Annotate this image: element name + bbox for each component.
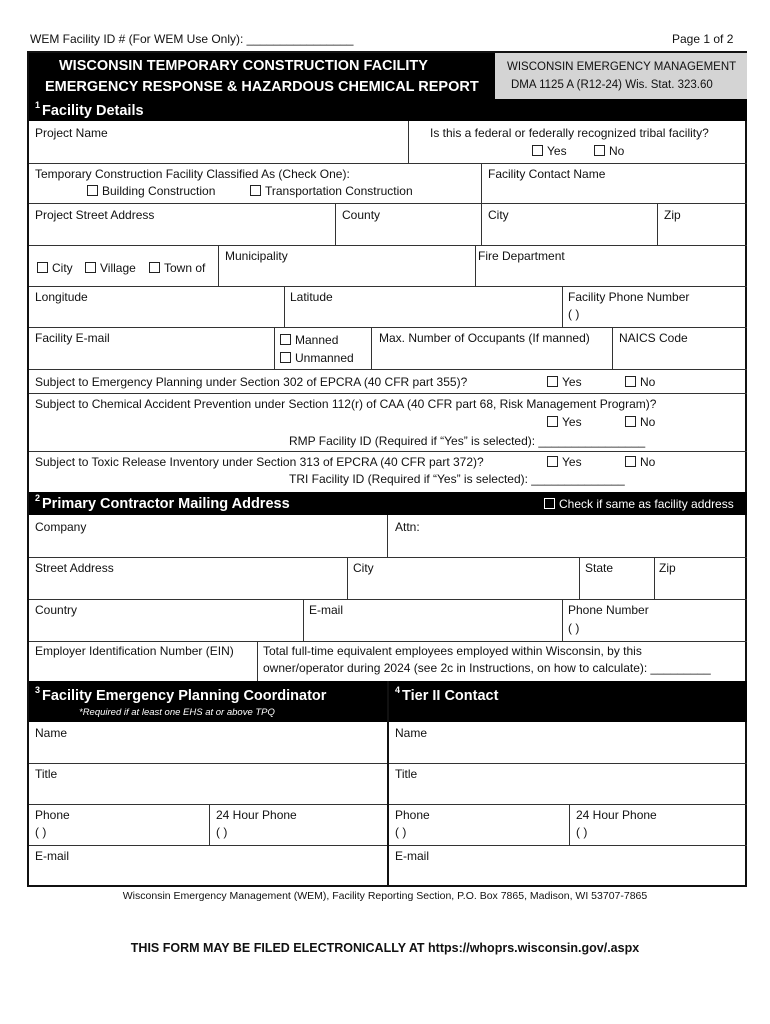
transportation-construction-checkbox[interactable] — [250, 185, 261, 196]
tri-facility-id-field[interactable]: TRI Facility ID (Required if “Yes” is selected): ______________ — [289, 472, 625, 486]
unmanned-checkbox[interactable] — [280, 352, 291, 363]
muni-village-option[interactable] — [85, 261, 136, 275]
latitude-input[interactable] — [290, 306, 560, 324]
zip-input[interactable] — [664, 224, 744, 242]
contractor-zip-input[interactable] — [659, 577, 743, 595]
tier2-title-label: Title — [395, 767, 418, 781]
municipality-label: Municipality — [225, 249, 288, 263]
section-4-title: Tier II Contact — [402, 688, 499, 704]
epcra-302-yes-checkbox[interactable] — [547, 376, 558, 387]
section-3-note: *Required if at least one EHS at or above TPQ — [79, 707, 275, 718]
section-3-number: 3 — [35, 685, 41, 695]
county-label: County — [342, 208, 381, 222]
max-occupants-input[interactable] — [379, 347, 609, 365]
facility-contact-name-label: Facility Contact Name — [488, 167, 606, 181]
footer-address: Wisconsin Emergency Management (WEM), Facility Reporting Section, P.O. Box 7865, Madison, WI 53707-7865 — [122, 890, 648, 902]
max-occupants-label: Max. Number of Occupants (If manned) — [379, 331, 590, 345]
unmanned-label: Unmanned — [295, 351, 354, 365]
agency-box — [495, 53, 747, 99]
city-input[interactable] — [488, 224, 654, 242]
latitude-label: Latitude — [290, 290, 333, 304]
coordinator-name-input[interactable] — [35, 742, 383, 760]
country-input[interactable] — [35, 619, 300, 637]
municipality-input[interactable] — [225, 265, 473, 283]
contractor-city-input[interactable] — [353, 577, 575, 595]
tier2-24h-phone-area-code[interactable]: ( ) — [576, 825, 588, 839]
tribal-no-option[interactable] — [594, 144, 624, 158]
muni-city-checkbox[interactable] — [37, 262, 48, 273]
classified-as-label: Temporary Construction Facility Classified As (Check One): — [35, 167, 350, 181]
epcra-313-no-checkbox[interactable] — [625, 456, 636, 467]
section-2-number: 2 — [35, 493, 41, 503]
contractor-phone-area-code[interactable]: ( ) — [568, 621, 580, 635]
caa-112r-yes-option[interactable] — [547, 415, 582, 429]
city-label: City — [488, 208, 509, 222]
muni-village-label: Village — [100, 261, 136, 275]
tier2-24h-phone-label: 24 Hour Phone — [576, 808, 657, 822]
tier2-name-label: Name — [395, 726, 428, 740]
section-2-title: Primary Contractor Mailing Address — [42, 496, 290, 512]
same-as-facility-label: Check if same as facility address — [559, 497, 734, 511]
fte-text-line2[interactable]: owner/operator during 2024 (see 2c in Instructions, on how to calculate): _________ — [263, 661, 711, 675]
muni-village-checkbox[interactable] — [85, 262, 96, 273]
tier2-phone-label: Phone — [395, 808, 430, 822]
attn-label: Attn: — [395, 520, 420, 534]
ein-input[interactable] — [35, 660, 253, 678]
epcra-302-no-option[interactable] — [625, 375, 655, 389]
coordinator-24h-phone-label: 24 Hour Phone — [216, 808, 297, 822]
tribal-question: Is this a federal or federally recognized tribal facility? — [430, 126, 709, 140]
epcra-302-yes-label: Yes — [562, 375, 582, 389]
form-number: DMA 1125 A (R12-24) Wis. Stat. 323.60 — [511, 79, 713, 91]
unmanned-option[interactable] — [280, 351, 354, 365]
naics-code-label: NAICS Code — [619, 331, 688, 345]
epcra-313-question: Subject to Toxic Release Inventory under Section 313 of EPCRA (40 CFR part 372)? — [35, 455, 484, 469]
section-1-number: 1 — [35, 100, 41, 110]
contractor-email-input[interactable] — [309, 619, 559, 637]
epcra-313-no-label: No — [640, 455, 656, 469]
same-as-facility-checkbox[interactable] — [544, 498, 555, 509]
form-title-line1: WISCONSIN TEMPORARY CONSTRUCTION FACILITY — [59, 58, 428, 74]
country-label: Country — [35, 603, 78, 617]
tribal-no-checkbox[interactable] — [594, 145, 605, 156]
tribal-yes-checkbox[interactable] — [532, 145, 543, 156]
fte-text-line1: Total full-time equivalent employees employed within Wisconsin, by this — [263, 644, 642, 658]
transportation-construction-option[interactable] — [250, 184, 413, 198]
facility-email-input[interactable] — [35, 347, 271, 365]
form-title-bar — [29, 53, 495, 99]
tribal-yes-option[interactable] — [532, 144, 567, 158]
longitude-label: Longitude — [35, 290, 88, 304]
contractor-zip-label: Zip — [659, 561, 676, 575]
building-construction-checkbox[interactable] — [87, 185, 98, 196]
form-title-line2: EMERGENCY RESPONSE & HAZARDOUS CHEMICAL REPORT — [45, 79, 479, 95]
epcra-302-no-checkbox[interactable] — [625, 376, 636, 387]
facility-contact-name-input[interactable] — [488, 183, 743, 201]
caa-112r-no-label: No — [640, 415, 656, 429]
section-1-header — [29, 99, 747, 121]
rmp-facility-id-field[interactable]: RMP Facility ID (Required if “Yes” is selected): ________________ — [289, 434, 646, 448]
section-3-header — [29, 681, 387, 722]
tier2-email-input[interactable] — [395, 865, 743, 883]
manned-checkbox[interactable] — [280, 334, 291, 345]
county-input[interactable] — [342, 224, 478, 242]
section-4-number: 4 — [395, 685, 401, 695]
section-2-header — [29, 492, 747, 515]
agency-name: WISCONSIN EMERGENCY MANAGEMENT — [507, 61, 737, 73]
building-construction-option[interactable] — [87, 184, 215, 198]
coordinator-email-input[interactable] — [35, 865, 383, 883]
coordinator-name-label: Name — [35, 726, 68, 740]
muni-town-option[interactable] — [149, 261, 205, 275]
contractor-city-label: City — [353, 561, 374, 575]
muni-town-label: Town of — [164, 261, 206, 275]
company-label: Company — [35, 520, 87, 534]
transportation-construction-label: Transportation Construction — [265, 184, 413, 198]
tier2-email-label: E-mail — [395, 849, 430, 863]
contractor-phone-label: Phone Number — [568, 603, 649, 617]
facility-phone-area-code[interactable]: ( ) — [568, 307, 580, 321]
contractor-street-label: Street Address — [35, 561, 114, 575]
contractor-state-input[interactable] — [585, 577, 651, 595]
efile-notice: THIS FORM MAY BE FILED ELECTRONICALLY AT https://whoprs.wisconsin.gov/.aspx — [130, 941, 640, 955]
epcra-302-yes-option[interactable] — [547, 375, 582, 389]
epcra-313-yes-option[interactable] — [547, 455, 582, 469]
ein-label: Employer Identification Number (EIN) — [35, 644, 234, 658]
coordinator-24h-phone-area-code[interactable]: ( ) — [216, 825, 228, 839]
project-street-input[interactable] — [35, 224, 333, 242]
contractor-state-label: State — [585, 561, 614, 575]
project-name-label: Project Name — [35, 126, 108, 140]
longitude-input[interactable] — [35, 306, 280, 324]
fire-department-input[interactable] — [478, 265, 743, 283]
naics-code-input[interactable] — [619, 347, 743, 365]
caa-112r-yes-checkbox[interactable] — [547, 416, 558, 427]
epcra-313-yes-checkbox[interactable] — [547, 456, 558, 467]
manned-label: Manned — [295, 333, 339, 347]
page-number: Page 1 of 2 — [672, 32, 734, 46]
attn-input[interactable] — [395, 536, 743, 554]
caa-112r-question: Subject to Chemical Accident Prevention under Section 112(r) of CAA (40 CFR part 68, Risk Management Program)? — [35, 397, 657, 411]
epcra-313-yes-label: Yes — [562, 455, 582, 469]
muni-city-label: City — [52, 261, 73, 275]
caa-112r-no-checkbox[interactable] — [625, 416, 636, 427]
zip-label: Zip — [664, 208, 681, 222]
tribal-yes-label: Yes — [547, 144, 567, 158]
tier2-title-input[interactable] — [395, 783, 743, 801]
muni-city-option[interactable] — [37, 261, 73, 275]
tier2-phone-area-code[interactable]: ( ) — [395, 825, 407, 839]
epcra-302-no-label: No — [640, 375, 656, 389]
building-construction-label: Building Construction — [102, 184, 216, 198]
epcra-313-no-option[interactable] — [625, 455, 655, 469]
tier2-name-input[interactable] — [395, 742, 743, 760]
coordinator-title-input[interactable] — [35, 783, 383, 801]
caa-112r-no-option[interactable] — [625, 415, 655, 429]
fire-department-label: Fire Department — [478, 249, 565, 263]
coordinator-email-label: E-mail — [35, 849, 70, 863]
project-street-label: Project Street Address — [35, 208, 155, 222]
project-name-input[interactable] — [35, 142, 405, 160]
report-form — [27, 51, 747, 887]
section-4-header — [389, 681, 747, 722]
section-3-title: Facility Emergency Planning Coordinator — [42, 688, 327, 704]
coordinator-title-label: Title — [35, 767, 58, 781]
contractor-street-input[interactable] — [35, 577, 343, 595]
tribal-no-label: No — [609, 144, 625, 158]
facility-phone-label: Facility Phone Number — [568, 290, 690, 304]
muni-town-checkbox[interactable] — [149, 262, 160, 273]
same-as-facility-option[interactable] — [544, 497, 734, 511]
caa-112r-yes-label: Yes — [562, 415, 582, 429]
coordinator-phone-label: Phone — [35, 808, 70, 822]
section-1-title: Facility Details — [42, 103, 144, 119]
facility-email-label: Facility E-mail — [35, 331, 110, 345]
coordinator-phone-area-code[interactable]: ( ) — [35, 825, 47, 839]
company-input[interactable] — [35, 536, 383, 554]
wem-facility-id-label: WEM Facility ID # (For WEM Use Only): ________________ — [30, 32, 354, 46]
manned-option[interactable] — [280, 333, 338, 347]
contractor-email-label: E-mail — [309, 603, 344, 617]
epcra-302-question: Subject to Emergency Planning under Section 302 of EPCRA (40 CFR part 355)? — [35, 375, 468, 389]
